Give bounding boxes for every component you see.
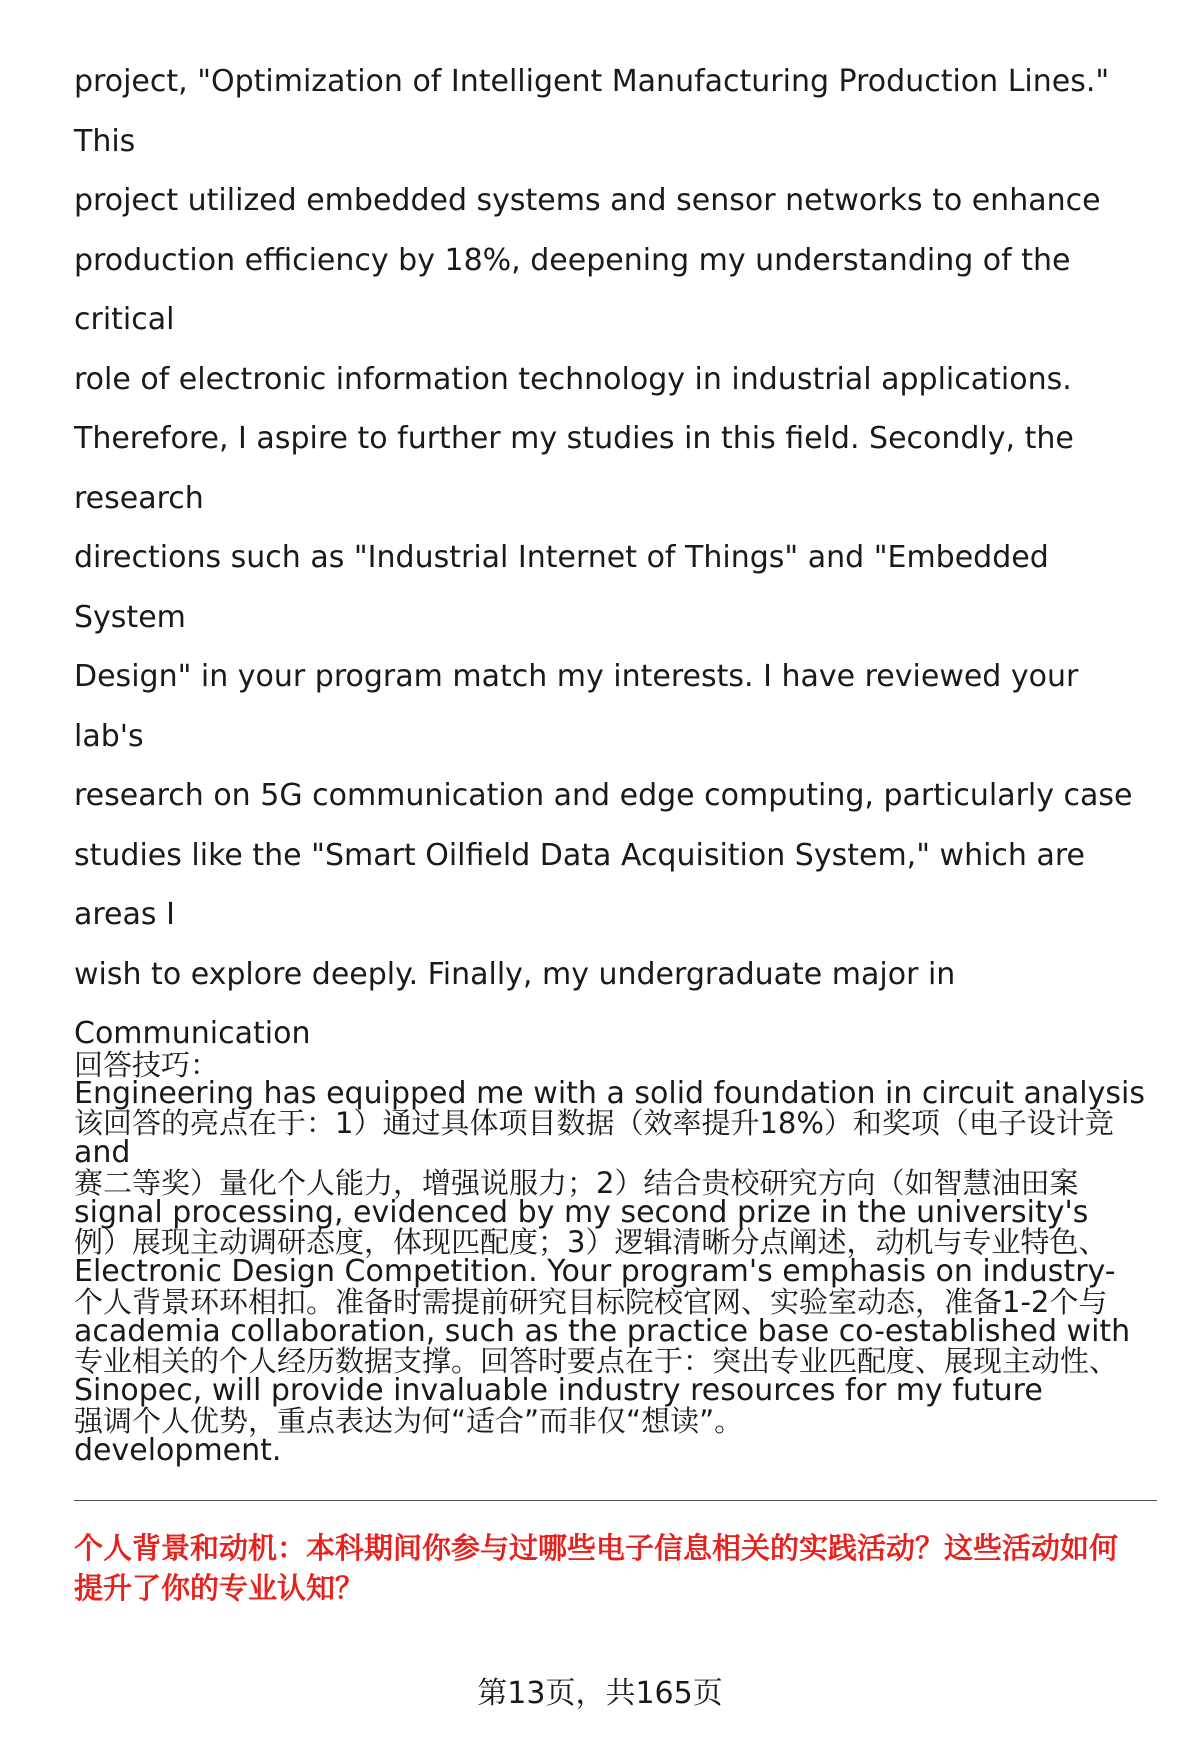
section-divider	[74, 1500, 1157, 1501]
tips-heading: 回答技巧：	[74, 1048, 220, 1082]
tips-body: 该回答的亮点在于：1）通过具体项目数据（效率提升18%）和奖项（电子设计竞 赛二等奖）量化个人能力，增强说服力；2）结合贵校研究方向（如智慧油田案 例）展现主动调研态度，体现匹配度；3）逻辑清晰分点阐述，动机与专业特色、 个人背景环环相扣。准备时需提前研究目标院校官网、实验室动态，准备1-2个与 专业相关的个人经历数据支撑。回答时要点在于：突出专业匹配度、展现主动性、 强调个人优势，重点表达为何“适合”而非仅“想读”。	[74, 1106, 1119, 1438]
answer-paragraph: project, "Optimization of Intelligent Manufacturing Production Lines." This project utilized embedded systems and sensor networks to enhance production efficiency by 18%, deepening my understanding of the critical role of electronic information technology in industrial applications. Therefore, I aspire to further my studies in this field. Secondly, the research directions such as "Industrial Internet of Things" and "Embedded System Design" in your program match my interests. I have reviewed your lab's research on 5G communication and edge computing, particularly case studies like the "Smart Oilfield Data Acquisition System," which are areas I wish to explore deeply. Finally, my undergraduate major in Communication Engineering has equipped me with a solid foundation in circuit analysis and signal processing, evidenced by my second prize in the university's Electronic Design Competition. Your program's emphasis on industry- academia collaboration, such as the practice base co-established with Sinopec, will provide invaluable industry resources for my future development.	[74, 64, 1145, 1468]
page-number-footer: 第13页，共165页	[477, 1676, 723, 1711]
next-question-heading: 个人背景和动机：本科期间你参与过哪些电子信息相关的实践活动？这些活动如何 提升了你的专业认知？	[74, 1531, 1119, 1605]
